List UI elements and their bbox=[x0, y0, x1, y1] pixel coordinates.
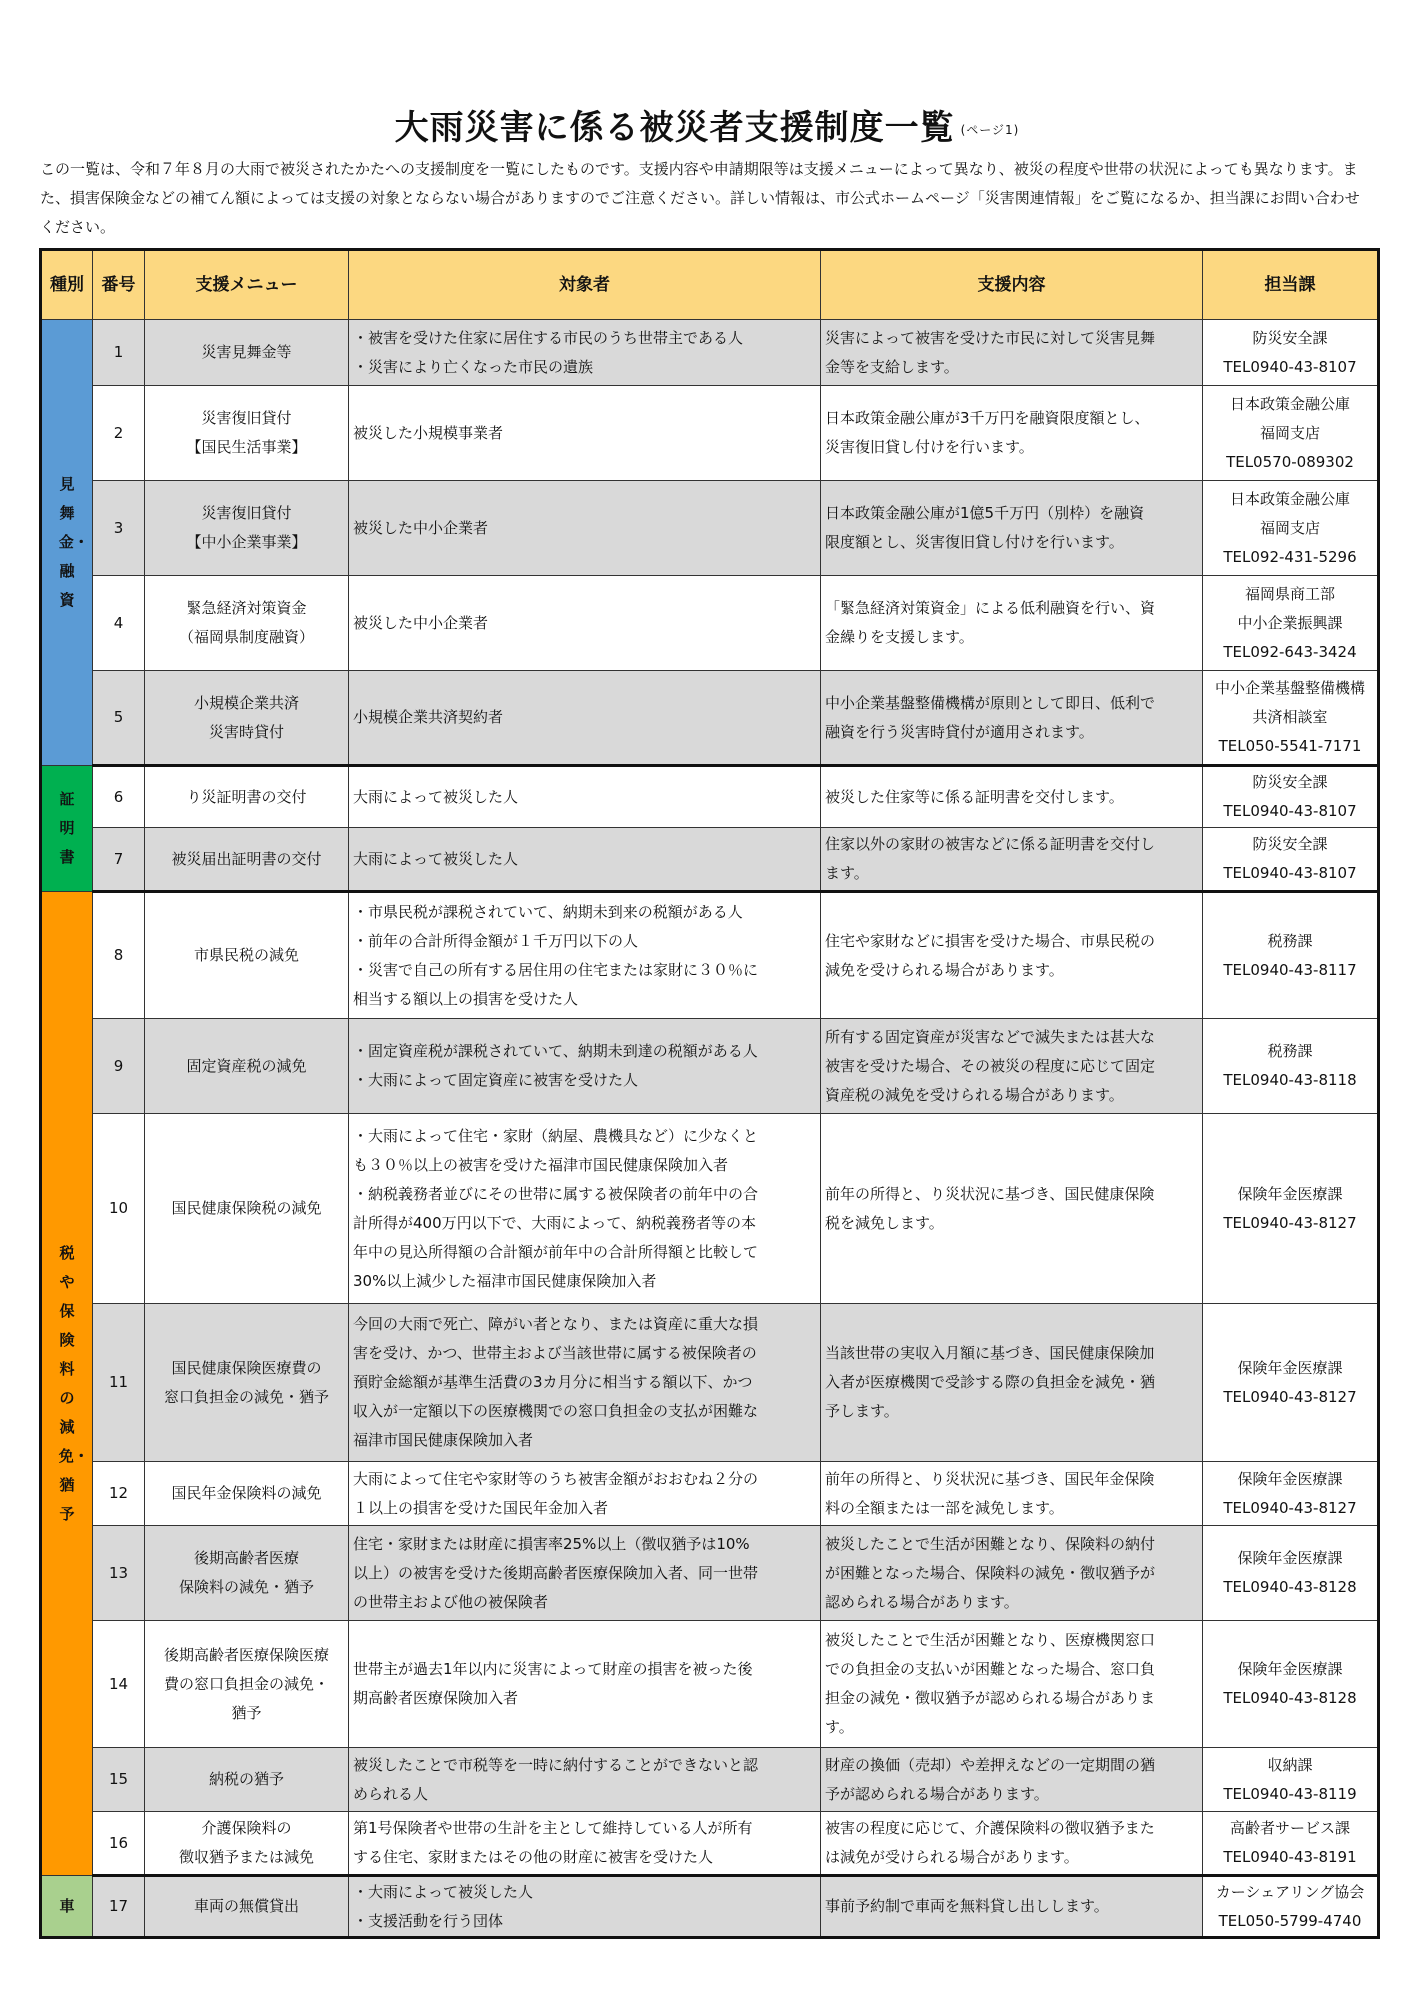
target-cell bbox=[349, 320, 821, 386]
content-line: 認められる場合があります。 bbox=[825, 1592, 1019, 1611]
dept-line: 日本政策金融公庫 bbox=[1229, 489, 1350, 508]
target-line: 住宅・家財または財産に損害率25%以上（徴収猶予は10% bbox=[353, 1534, 750, 1553]
content-line: 当該世帯の実収入月額に基づき、国民健康保険加 bbox=[825, 1344, 1155, 1362]
content-cell bbox=[821, 671, 1203, 766]
menu-line: 災害見舞金等 bbox=[201, 343, 292, 361]
row-number: 1 bbox=[93, 320, 145, 386]
target-cell bbox=[349, 1019, 821, 1114]
menu-cell bbox=[145, 671, 349, 766]
content-line: 「緊急経済対策資金」による低利融資を行い、資 bbox=[825, 599, 1156, 617]
content-line: 所有する固定資産が災害などで滅失または甚大な bbox=[825, 1027, 1156, 1046]
menu-line: 固定資産税の減免 bbox=[186, 1056, 307, 1075]
table-row bbox=[41, 576, 1379, 671]
content-cell bbox=[821, 320, 1203, 386]
content-line: が困難となった場合、保険料の減免・徴収猶予が bbox=[825, 1563, 1156, 1582]
content-cell bbox=[821, 1526, 1203, 1621]
dept-cell bbox=[1203, 1621, 1379, 1748]
dept-line: 保険年金医療課 bbox=[1237, 1469, 1343, 1488]
dept-line: 日本政策金融公庫 bbox=[1229, 394, 1350, 413]
menu-cell bbox=[145, 1812, 349, 1876]
dept-line: TEL0940-43-8118 bbox=[1223, 1071, 1357, 1089]
content-line: 前年の所得と、り災状況に基づき、国民健康保険 bbox=[825, 1184, 1155, 1203]
content-line: 被害を受けた場合、その被災の程度に応じて固定 bbox=[825, 1056, 1156, 1075]
dept-cell bbox=[1203, 1019, 1379, 1114]
table-row bbox=[41, 481, 1379, 576]
target-line: 収入が一定額以下の医療機関での窓口負担金の支払が困難な bbox=[353, 1402, 759, 1420]
row-number: 3 bbox=[93, 481, 145, 576]
target-line: 小規模企業共済契約者 bbox=[353, 708, 504, 726]
menu-cell bbox=[145, 320, 349, 386]
menu-line: 後期高齢者医療保険医療 bbox=[163, 1645, 329, 1664]
target-line: ・災害で自己の所有する居住用の住宅または家財に３０％に bbox=[353, 960, 759, 979]
dept-line: 保険年金医療課 bbox=[1237, 1184, 1343, 1203]
content-line: 住家以外の家財の被害などに係る証明書を交付し bbox=[825, 835, 1156, 853]
target-line: 世帯主が過去1年以内に災害によって財産の損害を被った後 bbox=[353, 1660, 753, 1678]
menu-line: 災害復旧貸付 bbox=[201, 409, 292, 427]
dept-line: 防災安全課 bbox=[1252, 328, 1328, 347]
menu-line: 国民年金保険料の減免 bbox=[171, 1484, 322, 1502]
dept-line: 保険年金医療課 bbox=[1237, 1549, 1343, 1567]
table-row bbox=[41, 892, 1379, 1019]
target-line: 第1号保険者や世帯の生計を主として維持している人が所有 bbox=[353, 1819, 753, 1837]
intro-text: この一覧は、令和７年８月の大雨で被災されたかたへの支援制度を一覧にしたものです。支援内容や申請期限等は支援メニューによって異なり、被災の程度や世帯の状況によっても異なります。また、損害保険金などの補てん額によっては支援の対象とならない場合がありますのでご注意ください。詳しい情報は、市公式ホームページ「災害関連情報」をご覧になるか、担当課にお問い合わせください。 bbox=[40, 160, 1360, 236]
table-row bbox=[41, 1526, 1379, 1621]
target-cell bbox=[349, 671, 821, 766]
row-number: 15 bbox=[93, 1748, 145, 1812]
content-line: 日本政策金融公庫が3千万円を融資限度額とし、 bbox=[825, 409, 1150, 427]
content-line: 減免を受けられる場合があります。 bbox=[825, 960, 1064, 979]
menu-line: 災害時貸付 bbox=[208, 722, 284, 741]
table-row bbox=[41, 386, 1379, 481]
target-line: ・大雨によって住宅・家財（納屋、農機具など）に少なくと bbox=[353, 1126, 759, 1145]
row-number: 12 bbox=[93, 1462, 145, 1526]
row-number: 2 bbox=[93, 386, 145, 481]
dept-line: 高齢者サービス課 bbox=[1229, 1819, 1350, 1837]
content-line: 被害の程度に応じて、介護保険料の徴収猶予また bbox=[825, 1819, 1155, 1837]
content-line: 担金の減免・徴収猶予が認められる場合がありま bbox=[825, 1689, 1156, 1707]
target-line: 30%以上減少した福津市国民健康保険加入者 bbox=[353, 1271, 657, 1290]
menu-cell bbox=[145, 1304, 349, 1462]
row-number: 6 bbox=[93, 766, 145, 828]
dept-line: TEL0940-43-8191 bbox=[1223, 1848, 1357, 1866]
menu-cell bbox=[145, 1114, 349, 1304]
content-line: す。 bbox=[825, 1718, 854, 1736]
menu-line: 納税の猶予 bbox=[208, 1770, 284, 1788]
target-line: ・災害により亡くなった市民の遺族 bbox=[353, 357, 594, 376]
dept-line: TEL050-5799-4740 bbox=[1218, 1911, 1362, 1930]
row-number: 16 bbox=[93, 1812, 145, 1876]
target-cell bbox=[349, 892, 821, 1019]
target-cell bbox=[349, 1812, 821, 1876]
target-line: 期高齢者医療保険加入者 bbox=[353, 1689, 519, 1707]
menu-line: 後期高齢者医療 bbox=[193, 1549, 299, 1567]
dept-line: TEL0940-43-8107 bbox=[1223, 357, 1357, 376]
table-row bbox=[41, 1019, 1379, 1114]
content-cell bbox=[821, 892, 1203, 1019]
menu-line: 国民健康保険税の減免 bbox=[171, 1199, 322, 1217]
row-number: 14 bbox=[93, 1621, 145, 1748]
target-line: １以上の損害を受けた国民年金加入者 bbox=[353, 1498, 609, 1517]
menu-cell bbox=[145, 1462, 349, 1526]
table-row bbox=[41, 1304, 1379, 1462]
table-row bbox=[41, 671, 1379, 766]
dept-line: TEL092-431-5296 bbox=[1223, 547, 1357, 566]
table-row bbox=[41, 766, 1379, 828]
dept-cell bbox=[1203, 1304, 1379, 1462]
target-line: ・納税義務者並びにその世帯に属する被保険者の前年中の合 bbox=[353, 1184, 759, 1203]
table-row bbox=[41, 1876, 1379, 1938]
table-row bbox=[41, 1114, 1379, 1304]
row-number: 9 bbox=[93, 1019, 145, 1114]
target-line: 福津市国民健康保険加入者 bbox=[353, 1431, 534, 1449]
target-cell bbox=[349, 576, 821, 671]
target-line: 被災した小規模事業者 bbox=[353, 423, 504, 442]
dept-line: 福岡支店 bbox=[1259, 518, 1320, 537]
dept-cell bbox=[1203, 386, 1379, 481]
dept-line: 共済相談室 bbox=[1252, 708, 1328, 726]
content-line: 金繰りを支援します。 bbox=[825, 628, 974, 646]
target-cell bbox=[349, 481, 821, 576]
menu-line: 車両の無償貸出 bbox=[193, 1897, 299, 1915]
target-line: の世帯主および他の被保険者 bbox=[353, 1592, 549, 1611]
target-line: ・前年の合計所得金額が１千万円以下の人 bbox=[353, 931, 639, 950]
dept-cell bbox=[1203, 1526, 1379, 1621]
target-line: 害を受け、かつ、世帯主および当該世帯に属する被保険者の bbox=[353, 1344, 757, 1362]
header-row bbox=[41, 250, 1379, 320]
content-cell bbox=[821, 1114, 1203, 1304]
target-cell bbox=[349, 1526, 821, 1621]
content-line: 融資を行う災害時貸付が適用されます。 bbox=[825, 722, 1094, 741]
content-line: 財産の換価（売却）や差押えなどの一定期間の猶 bbox=[825, 1755, 1156, 1774]
row-number: 8 bbox=[93, 892, 145, 1019]
menu-cell bbox=[145, 892, 349, 1019]
dept-cell bbox=[1203, 1748, 1379, 1812]
content-cell bbox=[821, 576, 1203, 671]
target-cell bbox=[349, 766, 821, 828]
dept-line: 税務課 bbox=[1267, 1042, 1313, 1060]
content-line: 予します。 bbox=[825, 1402, 899, 1420]
content-cell bbox=[821, 766, 1203, 828]
target-cell bbox=[349, 1621, 821, 1748]
content-line: 中小企業基盤整備機構が原則として即日、低利で bbox=[825, 693, 1156, 712]
row-number: 17 bbox=[93, 1876, 145, 1938]
dept-cell bbox=[1203, 320, 1379, 386]
content-cell bbox=[821, 481, 1203, 576]
table-row bbox=[41, 1462, 1379, 1526]
row-number: 13 bbox=[93, 1526, 145, 1621]
menu-cell bbox=[145, 828, 349, 892]
content-line: 被災したことで生活が困難となり、保険料の納付 bbox=[825, 1534, 1156, 1553]
menu-cell bbox=[145, 1748, 349, 1812]
dept-line: TEL0940-43-8107 bbox=[1223, 802, 1357, 820]
content-line: 限度額とし、災害復旧貸し付けを行います。 bbox=[825, 533, 1124, 551]
page-title: 大雨災害に係る被災者支援制度一覧 (ページ1) bbox=[394, 108, 1020, 148]
dept-line: 福岡県商工部 bbox=[1244, 584, 1335, 603]
table-row bbox=[41, 320, 1379, 386]
dept-cell bbox=[1203, 576, 1379, 671]
target-line: も３０％以上の被害を受けた福津市国民健康保険加入者 bbox=[353, 1155, 729, 1174]
dept-line: 福岡支店 bbox=[1259, 423, 1320, 442]
content-line: 予が認められる場合があります。 bbox=[825, 1784, 1049, 1803]
target-line: 大雨によって被災した人 bbox=[353, 787, 519, 806]
target-line: 年中の見込所得額の合計額が前年中の合計所得額と比較して bbox=[353, 1242, 759, 1261]
category-cell bbox=[41, 1876, 93, 1938]
menu-cell bbox=[145, 576, 349, 671]
row-number: 5 bbox=[93, 671, 145, 766]
category-label: 証明書 bbox=[59, 790, 75, 866]
target-line: 今回の大雨で死亡、障がい者となり、または資産に重大な損 bbox=[353, 1315, 759, 1333]
target-line: する住宅、家財またはその他の財産に被害を受けた人 bbox=[353, 1848, 714, 1866]
page-label: (ページ1) bbox=[960, 123, 1020, 137]
target-line: ・大雨によって被災した人 bbox=[353, 1882, 534, 1901]
menu-line: り災証明書の交付 bbox=[186, 787, 307, 806]
target-line: ・被害を受けた住家に居住する市民のうち世帯主である人 bbox=[353, 328, 744, 347]
table-row bbox=[41, 1812, 1379, 1876]
dept-cell bbox=[1203, 481, 1379, 576]
dept-line: TEL0570-089302 bbox=[1226, 452, 1354, 471]
content-line: 住宅や家財などに損害を受けた場合、市県民税の bbox=[825, 931, 1156, 950]
dept-cell bbox=[1203, 892, 1379, 1019]
header-content: 支援内容 bbox=[821, 250, 1203, 320]
dept-line: TEL0940-43-8117 bbox=[1223, 960, 1357, 979]
table-row bbox=[41, 828, 1379, 892]
category-cell bbox=[41, 766, 93, 892]
dept-line: 防災安全課 bbox=[1252, 835, 1328, 853]
content-cell bbox=[821, 1462, 1203, 1526]
dept-line: カーシェアリング協会 bbox=[1215, 1882, 1365, 1901]
dept-line: TEL0940-43-8128 bbox=[1223, 1578, 1357, 1596]
header-category: 種別 bbox=[41, 250, 93, 320]
row-number: 10 bbox=[93, 1114, 145, 1304]
menu-line: 被災届出証明書の交付 bbox=[171, 849, 322, 868]
menu-line: 災害復旧貸付 bbox=[201, 504, 292, 522]
target-line: 大雨によって住宅や家財等のうち被害金額がおおむね２分の bbox=[353, 1469, 759, 1488]
dept-cell bbox=[1203, 1114, 1379, 1304]
dept-line: 保険年金医療課 bbox=[1237, 1660, 1343, 1678]
table-body bbox=[41, 320, 1379, 1938]
content-line: 被災したことで生活が困難となり、医療機関窓口 bbox=[825, 1631, 1156, 1649]
content-line: 災害によって被害を受けた市民に対して災害見舞 bbox=[825, 328, 1156, 347]
content-line: での負担金の支払いが困難となった場合、窓口負 bbox=[825, 1660, 1156, 1678]
target-cell bbox=[349, 1748, 821, 1812]
dept-line: TEL0940-43-8119 bbox=[1223, 1784, 1357, 1803]
category-label: 見舞金・融資 bbox=[58, 475, 89, 609]
target-line: 被災したことで市税等を一時に納付することができないと認 bbox=[353, 1755, 759, 1774]
menu-line: 費の窓口負担金の減免・ bbox=[163, 1674, 329, 1693]
target-line: ・固定資産税が課税されていて、納期未到達の税額がある人 bbox=[353, 1042, 758, 1060]
dept-line: TEL0940-43-8127 bbox=[1223, 1387, 1357, 1406]
target-line: 大雨によって被災した人 bbox=[353, 849, 519, 868]
dept-line: 中小企業振興課 bbox=[1237, 613, 1343, 632]
header-menu: 支援メニュー bbox=[145, 250, 349, 320]
menu-cell bbox=[145, 481, 349, 576]
target-cell bbox=[349, 1114, 821, 1304]
content-line: 料の全額または一部を減免します。 bbox=[825, 1498, 1064, 1517]
target-line: められる人 bbox=[353, 1784, 429, 1803]
menu-line: 【中小企業事業】 bbox=[186, 533, 307, 551]
table-row bbox=[41, 1748, 1379, 1812]
target-cell bbox=[349, 828, 821, 892]
content-cell bbox=[821, 1019, 1203, 1114]
menu-line: 緊急経済対策資金 bbox=[186, 599, 307, 617]
menu-cell bbox=[145, 766, 349, 828]
content-line: は減免が受けられる場合があります。 bbox=[825, 1848, 1079, 1866]
menu-line: 【国民生活事業】 bbox=[186, 438, 307, 456]
menu-line: 徴収猶予または減免 bbox=[178, 1848, 314, 1866]
row-number: 4 bbox=[93, 576, 145, 671]
content-cell bbox=[821, 1748, 1203, 1812]
menu-cell bbox=[145, 1019, 349, 1114]
header-target: 対象者 bbox=[349, 250, 821, 320]
category-cell bbox=[41, 892, 93, 1876]
dept-cell bbox=[1203, 1812, 1379, 1876]
dept-line: TEL0940-43-8128 bbox=[1223, 1689, 1357, 1707]
menu-cell bbox=[145, 386, 349, 481]
content-line: 事前予約制で車両を無料貸し出しします。 bbox=[825, 1897, 1109, 1915]
header-number: 番号 bbox=[93, 250, 145, 320]
dept-line: 税務課 bbox=[1267, 931, 1313, 950]
dept-cell bbox=[1203, 766, 1379, 828]
content-cell bbox=[821, 1304, 1203, 1462]
content-cell bbox=[821, 1812, 1203, 1876]
row-number: 7 bbox=[93, 828, 145, 892]
category-label: 税や保険料の減免・猶予 bbox=[58, 1243, 89, 1523]
menu-line: （福岡県制度融資） bbox=[178, 628, 314, 646]
content-cell bbox=[821, 386, 1203, 481]
content-cell bbox=[821, 828, 1203, 892]
target-cell bbox=[349, 1462, 821, 1526]
dept-cell bbox=[1203, 1876, 1379, 1938]
category-label: 車 bbox=[59, 1896, 75, 1915]
content-cell bbox=[821, 1876, 1203, 1938]
dept-line: TEL050-5541-7171 bbox=[1218, 737, 1362, 755]
content-line: 前年の所得と、り災状況に基づき、国民年金保険 bbox=[825, 1469, 1155, 1488]
menu-line: 介護保険料の bbox=[201, 1819, 292, 1837]
content-line: 日本政策金融公庫が1億5千万円（別枠）を融資 bbox=[825, 504, 1145, 522]
target-line: 被災した中小企業者 bbox=[353, 518, 489, 537]
target-cell bbox=[349, 1876, 821, 1938]
target-line: 計所得が400万円以下で、大雨によって、納税義務者等の本 bbox=[353, 1213, 757, 1232]
content-line: 被災した住家等に係る証明書を交付します。 bbox=[825, 787, 1124, 806]
content-line: ます。 bbox=[825, 864, 869, 882]
dept-line: 保険年金医療課 bbox=[1237, 1358, 1343, 1377]
target-cell bbox=[349, 1304, 821, 1462]
dept-cell bbox=[1203, 671, 1379, 766]
content-line: 入者が医療機関で受診する際の負担金を減免・猶 bbox=[825, 1373, 1156, 1391]
target-line: 相当する額以上の損害を受けた人 bbox=[353, 989, 579, 1008]
target-line: ・大雨によって固定資産に被害を受けた人 bbox=[353, 1071, 639, 1089]
row-number: 11 bbox=[93, 1304, 145, 1462]
content-line: 金等を支給します。 bbox=[825, 357, 959, 376]
header-dept: 担当課 bbox=[1203, 250, 1379, 320]
menu-line: 国民健康保険医療費の bbox=[171, 1358, 322, 1377]
menu-cell bbox=[145, 1621, 349, 1748]
content-line: 税を減免します。 bbox=[825, 1213, 944, 1232]
menu-cell bbox=[145, 1526, 349, 1621]
target-line: 以上）の被害を受けた後期高齢者医療保険加入者、同一世帯 bbox=[353, 1563, 759, 1582]
target-line: ・支援活動を行う団体 bbox=[353, 1911, 504, 1930]
dept-line: 収納課 bbox=[1267, 1755, 1313, 1774]
content-line: 資産税の減免を受けられる場合があります。 bbox=[825, 1085, 1124, 1104]
dept-cell bbox=[1203, 828, 1379, 892]
menu-line: 市県民税の減免 bbox=[193, 946, 299, 964]
support-table bbox=[39, 248, 1380, 1939]
dept-line: 防災安全課 bbox=[1252, 773, 1328, 791]
menu-line: 猶予 bbox=[231, 1703, 262, 1722]
menu-cell bbox=[145, 1876, 349, 1938]
content-cell bbox=[821, 1621, 1203, 1748]
menu-line: 保険料の減免・猶予 bbox=[178, 1578, 314, 1596]
target-line: 預貯金総額が基準生活費の3カ月分に相当する額以下、かつ bbox=[353, 1373, 753, 1391]
category-cell bbox=[41, 320, 93, 766]
dept-line: 中小企業基盤整備機構 bbox=[1214, 679, 1365, 697]
dept-line: TEL0940-43-8107 bbox=[1223, 864, 1357, 882]
menu-line: 窓口負担金の減免・猶予 bbox=[163, 1387, 329, 1406]
table-row bbox=[41, 1621, 1379, 1748]
content-line: 災害復旧貸し付けを行います。 bbox=[825, 438, 1034, 456]
dept-line: TEL0940-43-8127 bbox=[1223, 1498, 1357, 1517]
target-line: ・市県民税が課税されていて、納期未到来の税額がある人 bbox=[353, 902, 743, 921]
dept-cell bbox=[1203, 1462, 1379, 1526]
target-cell bbox=[349, 386, 821, 481]
dept-line: TEL0940-43-8127 bbox=[1223, 1213, 1357, 1232]
menu-line: 小規模企業共済 bbox=[193, 693, 299, 712]
dept-line: TEL092-643-3424 bbox=[1223, 642, 1357, 661]
target-line: 被災した中小企業者 bbox=[353, 613, 489, 632]
